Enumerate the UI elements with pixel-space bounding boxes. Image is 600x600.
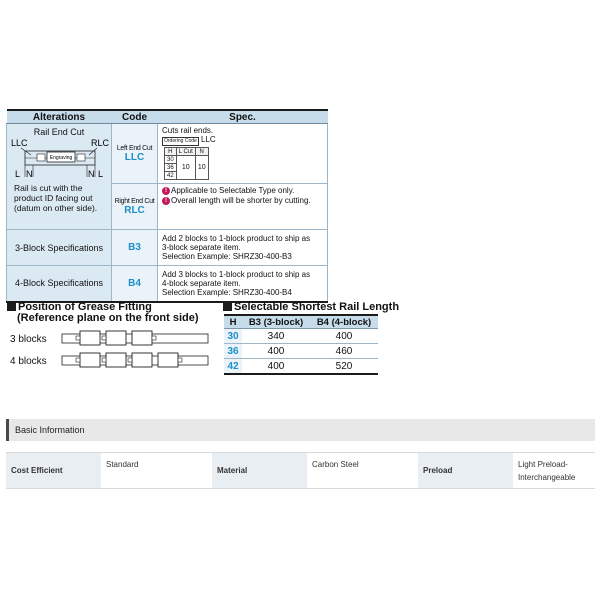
engraving-label: Engraving (49, 155, 73, 161)
rail-header-b4: B4 (4-block) (310, 315, 378, 329)
rlc-label: RLC (91, 138, 110, 148)
cut-mini-table (164, 147, 209, 180)
material-value (307, 453, 418, 489)
value-line: Carbon Steel (312, 460, 359, 469)
left-end-cut-name: Left End Cut (116, 144, 153, 152)
dim-right-l: L (98, 169, 104, 179)
spec-line: Add 2 blocks to 1-block product to ship as (162, 234, 311, 243)
note-overall-length (162, 196, 323, 206)
mini-h-36: 36 (165, 164, 177, 172)
mini-n-value: 10 (195, 156, 208, 180)
section-square-icon (7, 302, 16, 311)
cost-efficient-value (101, 453, 212, 489)
left-end-cut-code-cell (112, 124, 158, 184)
spec-line: Add 3 blocks to 1-block product to ship as (162, 269, 311, 279)
three-blocks-label: 3 blocks (10, 334, 47, 345)
pin-note-icon: ! (162, 197, 170, 205)
four-blocks-diagram (60, 352, 210, 368)
spec-line: 4-block separate item. (162, 278, 241, 288)
cost-efficient-label: Cost Efficient (6, 453, 101, 489)
section-square-icon (223, 302, 232, 311)
header-code: Code (112, 110, 158, 124)
rail-end-cut-diagram (7, 137, 111, 181)
cuts-rail-ends-text: Cuts rail ends. (162, 126, 214, 135)
preload-value (513, 453, 595, 489)
rail-length-title-text: Selectable Shortest Rail Length (234, 301, 400, 313)
header-spec: Spec. (158, 110, 328, 124)
note-text: Applicable to Selectable Type only. (171, 186, 295, 195)
table-row (224, 329, 378, 344)
value-line: Light Preload- (518, 460, 568, 469)
rail-b3-value: 400 (242, 344, 310, 359)
four-block-spec (158, 266, 328, 302)
four-block-label: 4-Block Specifications (7, 266, 112, 302)
spec-line: 3-block separate item. (162, 243, 241, 252)
mini-lcut-value: 10 (176, 156, 195, 180)
table-row (224, 359, 378, 375)
alterations-table (6, 109, 328, 303)
material-label: Material (212, 453, 307, 489)
ordering-code-box: Ordering Code (164, 138, 197, 144)
table-row (6, 453, 595, 489)
rail-h-value: 30 (224, 329, 242, 344)
dim-left-l: L (15, 169, 21, 179)
rail-b3-value: 340 (242, 329, 310, 344)
rail-length-table (224, 314, 378, 375)
description-line: product ID facing out (14, 193, 93, 203)
rail-b4-value: 520 (310, 359, 378, 375)
rail-end-cut-title: Rail End Cut (33, 127, 85, 137)
value-line: Interchangeable (518, 473, 576, 482)
basic-information-header: Basic Information (6, 419, 595, 441)
mini-header-n: N (195, 148, 208, 156)
rail-end-cut-description (7, 183, 111, 213)
spec-line: Selection Example: SHRZ30-400-B4 (162, 287, 292, 297)
dim-left-n: N (26, 169, 33, 179)
preload-label: Preload (418, 453, 513, 489)
ordering-code-value: LLC (201, 135, 216, 144)
grease-title-line1: Position of Grease Fitting (18, 301, 152, 313)
note-text: Overall length will be shorter by cutting. (171, 196, 311, 205)
rail-header-h: H (224, 315, 242, 329)
right-end-cut-name: Right End Cut (114, 197, 155, 205)
header-alterations: Alterations (7, 110, 112, 124)
rail-end-cut-spec-notes (158, 184, 328, 230)
b3-code: B3 (112, 230, 158, 266)
rail-b4-value: 400 (310, 329, 378, 344)
ordering-code-line (162, 135, 323, 146)
table-row (224, 344, 378, 359)
three-block-label: 3-Block Specifications (7, 230, 112, 266)
rail-b3-value: 400 (242, 359, 310, 375)
rail-length-header-row (224, 315, 378, 329)
grease-fitting-subtitle: (Reference plane on the front side) (17, 312, 199, 324)
pin-note-icon: ! (162, 187, 170, 195)
dim-right-n: N (88, 169, 95, 179)
rail-end-cut-cell (7, 124, 112, 230)
rail-end-cut-spec-top (158, 124, 328, 184)
three-block-spec (158, 230, 328, 266)
rlc-code: RLC (124, 204, 145, 216)
rail-b4-value: 460 (310, 344, 378, 359)
note-selectable (162, 186, 323, 196)
rail-length-title (223, 301, 399, 313)
basic-information-table (6, 452, 595, 489)
rail-end-cut-row-left (7, 124, 328, 184)
mini-h-30: 30 (165, 156, 177, 164)
description-line: Rail is cut with the (14, 183, 83, 193)
rail-h-value: 42 (224, 359, 242, 375)
right-end-cut-code-cell (112, 184, 158, 230)
rail-header-b3: B3 (3-block) (242, 315, 310, 329)
three-blocks-diagram (60, 330, 210, 346)
description-line: (datum on other side). (14, 203, 98, 213)
llc-label: LLC (11, 138, 28, 148)
b4-code: B4 (112, 266, 158, 302)
alterations-header-row (7, 110, 328, 124)
mini-header-lcut: L Cut (176, 148, 195, 156)
three-block-row (7, 230, 328, 266)
mini-header-h: H (165, 148, 177, 156)
four-block-row (7, 266, 328, 302)
value-line: Standard (106, 460, 139, 469)
llc-code: LLC (124, 151, 145, 163)
mini-h-42: 42 (165, 172, 177, 180)
rail-h-value: 36 (224, 344, 242, 359)
spec-line: Selection Example: SHRZ30-400-B3 (162, 252, 292, 261)
four-blocks-label: 4 blocks (10, 356, 47, 367)
